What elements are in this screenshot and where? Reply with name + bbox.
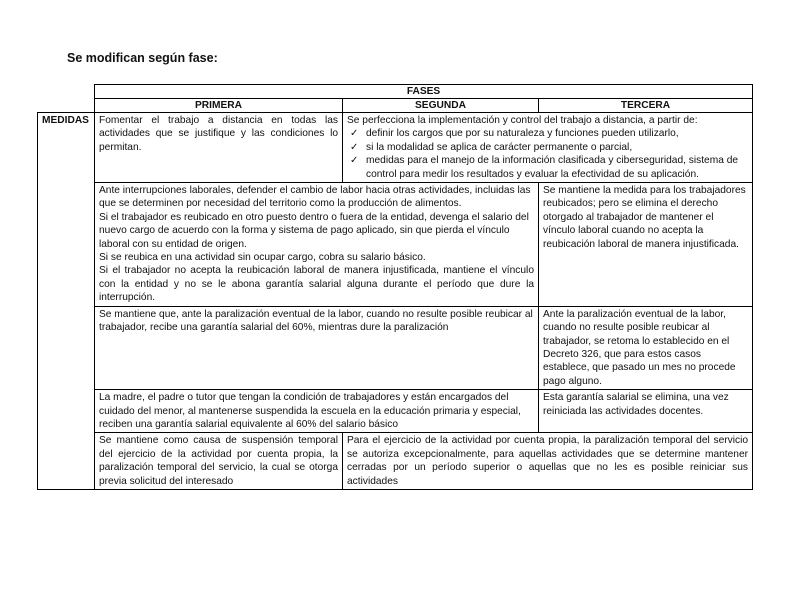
list-item-text: medidas para el manejo de la información clasificada y ciberseguridad, sistema de control para medir los resultados y evaluar la efectividad de su aplicación.: [366, 155, 739, 180]
fases-header: FASES: [95, 85, 753, 99]
medidas-label: MEDIDAS: [38, 113, 95, 490]
row1-segunda-intro: Se perfecciona la implementación y control del trabajo a distancia, a partir de:: [347, 115, 698, 126]
paragraph: Si el trabajador no acepta la reubicación laboral de manera injustificada, mantiene el vínculo con la entidad y no se le abona garantía salarial alguna durante el período que dure la interrupción.: [99, 265, 534, 304]
page-heading: Se modifican según fase:: [67, 51, 218, 65]
table-row: [38, 306, 753, 389]
fases-header-row: [38, 85, 753, 99]
table-row: [38, 433, 753, 490]
row1-primera-cell: Fomentar el trabajo a distancia en todas las actividades que se justifique y las condiciones lo permitan.: [95, 113, 343, 183]
header-tercera: TERCERA: [539, 99, 753, 113]
table-row: [38, 390, 753, 433]
paragraph: Si el trabajador es reubicado en otro puesto dentro o fuera de la entidad, devenga el salario del nuevo cargo de acuerdo con la forma y sistema de pago aplicado, sin que pierda el vínculo laboral con su entidad de origen.: [99, 211, 529, 250]
list-item: [347, 127, 748, 140]
fases-table: [37, 84, 753, 490]
phase-header-row: [38, 99, 753, 113]
list-item: [347, 141, 748, 154]
row5-primera-cell: Se mantiene como causa de suspensión temporal del ejercicio de la actividad por cuenta propia, la paralización temporal del servicio, la cual se otorga previa solicitud del interesado: [95, 433, 343, 490]
header-segunda: SEGUNDA: [343, 99, 539, 113]
paragraph: Ante interrupciones laborales, defender el cambio de labor hacia otras actividades, incluidas las que se determinen por necesidad del territorio como la producción de alimentos.: [99, 185, 531, 210]
row4-primera-segunda-cell: La madre, el padre o tutor que tengan la condición de trabajadores y están encargados del cuidado del menor, al mantenerse suspendida la escuela en la educación primaria y especial, reciben una garantía salarial equivalente al 60% del salario básico: [95, 390, 539, 433]
table-row: [38, 113, 753, 183]
checkmark-icon: ✓: [350, 141, 359, 153]
row1-segunda-cell: [343, 113, 753, 183]
row4-tercera-cell: Esta garantía salarial se elimina, una vez reiniciada las actividades docentes.: [539, 390, 753, 433]
empty-corner-cell: [38, 85, 95, 113]
row3-tercera-cell: Ante la paralización eventual de la labor, cuando no resulte posible reubicar al trabajador, se retoma lo establecido en el Decreto 326, que para estos casos establece, que pasado un mes no procede pago alguno.: [539, 306, 753, 389]
row5-segunda-tercera-cell: Para el ejercicio de la actividad por cuenta propia, la paralización temporal del servicio se autoriza excepcionalmente, para aquellas actividades que se determine mantener cerradas por un período superior o aquellas que no les es posible reiniciar sus actividades: [343, 433, 753, 490]
list-item-text: si la modalidad se aplica de carácter permanente o parcial,: [366, 141, 633, 153]
row2-tercera-cell: Se mantiene la medida para los trabajadores reubicados; pero se elimina el derecho otorgado al trabajador de mantener el vínculo laboral cuando no acepta la reubicación laboral de manera injustificada.: [539, 183, 753, 307]
checkmark-icon: ✓: [350, 155, 359, 167]
header-primera: PRIMERA: [95, 99, 343, 113]
list-item: [347, 154, 748, 181]
table-row: [38, 183, 753, 307]
checkmark-icon: ✓: [350, 128, 359, 140]
list-item-text: definir los cargos que por su naturaleza y funciones pueden utilizarlo,: [366, 128, 679, 140]
row2-primera-segunda-cell: [95, 183, 539, 307]
row3-primera-segunda-cell: Se mantiene que, ante la paralización eventual de la labor, cuando no resulte posible reubicar al trabajador, recibe una garantía salarial del 60%, mientras dure la paralización: [95, 306, 539, 389]
paragraph: Si se reubica en una actividad sin ocupar cargo, cobra su salario básico.: [99, 252, 426, 264]
checklist: [347, 127, 748, 181]
